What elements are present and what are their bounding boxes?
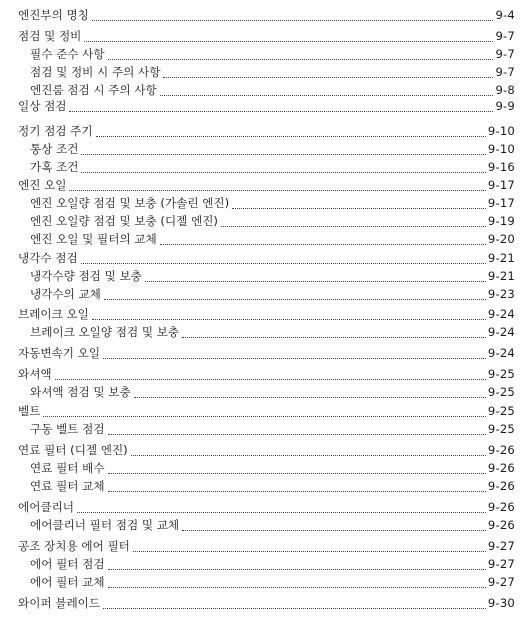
toc-section-entry[interactable] <box>0 594 524 612</box>
toc-page-number: 9-10 <box>487 124 515 138</box>
toc-entry-title: 냉각수량 점검 및 보충 <box>30 269 142 283</box>
dot-leader <box>160 244 486 245</box>
dot-leader <box>133 551 486 552</box>
toc-subsection-entry[interactable] <box>0 140 524 158</box>
toc-subsection-entry[interactable] <box>0 573 524 591</box>
toc-subsection-entry[interactable] <box>0 555 524 573</box>
toc-page-number: 9-21 <box>487 251 515 265</box>
toc-section-entry[interactable] <box>0 176 524 194</box>
toc-entry-title: 에어클리너 <box>18 500 74 514</box>
dot-leader <box>131 455 486 456</box>
toc-entry-title: 에어 필터 교체 <box>30 575 105 589</box>
toc-section <box>0 6 524 24</box>
dot-leader <box>163 77 493 78</box>
toc-entry-title: 엔진룸 점검 시 주의 사항 <box>30 83 157 97</box>
dot-leader <box>77 512 486 513</box>
dot-leader <box>81 172 485 173</box>
toc-subsection-entry[interactable] <box>0 383 524 401</box>
toc-page-number: 9-24 <box>487 346 515 360</box>
toc-page-number: 9-10 <box>487 142 515 156</box>
toc-section-entry[interactable] <box>0 122 524 140</box>
dot-leader <box>160 95 494 96</box>
toc-page-number: 9-26 <box>487 518 515 532</box>
toc-page-number: 9-19 <box>487 214 515 228</box>
dot-leader <box>108 473 486 474</box>
toc-entry-title: 연료 필터 (디젤 엔진) <box>18 443 128 457</box>
toc-page-number: 9-20 <box>487 232 515 246</box>
toc-page-number: 9-8 <box>495 83 515 97</box>
toc-section <box>0 402 524 438</box>
toc-page-number: 9-17 <box>487 178 515 192</box>
toc-entry-title: 브레이크 오일 <box>18 307 89 321</box>
toc-subsection-entry[interactable] <box>0 420 524 438</box>
dot-leader <box>92 319 486 320</box>
toc-entry-title: 엔진 오일량 점검 및 보충 (가솔린 엔진) <box>30 196 230 210</box>
toc-entry-title: 와이퍼 블레이드 <box>18 596 101 610</box>
toc-subsection-entry[interactable] <box>0 323 524 341</box>
toc-section <box>0 122 524 176</box>
toc-entry-title: 정기 점검 주기 <box>18 124 93 138</box>
toc-subsection-entry[interactable] <box>0 45 524 63</box>
dot-leader <box>108 434 486 435</box>
toc-subsection-entry[interactable] <box>0 158 524 176</box>
dot-leader <box>84 41 493 42</box>
toc-entry-title: 와셔액 점검 및 보충 <box>30 385 131 399</box>
toc-page-number: 9-17 <box>487 196 515 210</box>
toc-entry-title: 통상 조건 <box>30 142 79 156</box>
dot-leader <box>43 416 485 417</box>
toc-page-number: 9-24 <box>487 307 515 321</box>
toc-entry-title: 에어클리너 필터 점검 및 교체 <box>30 518 180 532</box>
toc-section-entry[interactable] <box>0 498 524 516</box>
toc-entry-title: 에어 필터 점검 <box>30 557 105 571</box>
toc-page-number: 9-27 <box>487 557 515 571</box>
toc-subsection-entry[interactable] <box>0 194 524 212</box>
toc-subsection-entry[interactable] <box>0 285 524 303</box>
toc-subsection-entry[interactable] <box>0 516 524 534</box>
toc-section <box>0 498 524 534</box>
dot-leader <box>108 569 486 570</box>
toc-subsection-entry[interactable] <box>0 459 524 477</box>
dot-leader <box>103 358 486 359</box>
toc-entry-title: 엔진 오일 및 필터의 교체 <box>30 232 157 246</box>
toc-page-number: 9-27 <box>487 539 515 553</box>
toc-section <box>0 441 524 495</box>
dot-leader <box>103 608 486 609</box>
toc-section <box>0 176 524 248</box>
toc-section <box>0 249 524 303</box>
toc-page-number: 9-26 <box>487 479 515 493</box>
toc-entry-title: 구동 벨트 점검 <box>30 422 105 436</box>
dot-leader <box>81 154 485 155</box>
toc-entry-title: 연료 필터 배수 <box>30 461 105 475</box>
dot-leader <box>81 263 486 264</box>
toc-subsection-entry[interactable] <box>0 212 524 230</box>
toc-section <box>0 97 524 115</box>
toc-entry-title: 벨트 <box>18 404 41 418</box>
dot-leader <box>232 208 486 209</box>
toc-section-entry[interactable] <box>0 537 524 555</box>
dot-leader <box>55 379 486 380</box>
toc-page-number: 9-16 <box>487 160 515 174</box>
toc-entry-title: 와셔액 <box>18 367 52 381</box>
toc-entry-title: 자동변속기 오일 <box>18 346 101 360</box>
dot-leader <box>69 190 485 191</box>
dot-leader <box>108 491 486 492</box>
toc-page-number: 9-26 <box>487 461 515 475</box>
toc-page-number: 9-21 <box>487 269 515 283</box>
toc-section <box>0 537 524 591</box>
dot-leader <box>221 226 486 227</box>
toc-page-number: 9-26 <box>487 500 515 514</box>
toc-entry-title: 연료 필터 교체 <box>30 479 105 493</box>
toc-entry-title: 필수 준수 사항 <box>30 47 105 61</box>
dot-leader <box>108 587 486 588</box>
toc-page-number: 9-4 <box>495 8 515 22</box>
toc-page-number: 9-9 <box>495 99 515 113</box>
toc-entry-title: 공조 장치용 에어 필터 <box>18 539 130 553</box>
toc-page-number: 9-30 <box>487 596 515 610</box>
toc-entry-title: 점검 및 정비 <box>18 29 82 43</box>
toc-subsection-entry[interactable] <box>0 230 524 248</box>
toc-page-number: 9-25 <box>487 367 515 381</box>
toc-page-number: 9-23 <box>487 287 515 301</box>
toc-page-number: 9-24 <box>487 325 515 339</box>
toc-entry-title: 엔진 오일량 점검 및 보충 (디젤 엔진) <box>30 214 218 228</box>
toc-section-entry[interactable] <box>0 305 524 323</box>
toc-section <box>0 27 524 99</box>
toc-page-number: 9-25 <box>487 404 515 418</box>
toc-section-entry[interactable] <box>0 365 524 383</box>
toc-section-entry[interactable] <box>0 402 524 420</box>
toc-section-entry[interactable] <box>0 6 524 24</box>
toc-page-number: 9-7 <box>495 29 515 43</box>
toc-subsection-entry[interactable] <box>0 477 524 495</box>
toc-entry-title: 냉각수 점검 <box>18 251 78 265</box>
toc-section <box>0 344 524 362</box>
toc-page-number: 9-27 <box>487 575 515 589</box>
toc-page-number: 9-7 <box>495 65 515 79</box>
toc-section-entry[interactable] <box>0 97 524 115</box>
toc-entry-title: 브레이크 오일양 점검 및 보충 <box>30 325 180 339</box>
toc-entry-title: 엔진 오일 <box>18 178 67 192</box>
toc-entry-title: 일상 점검 <box>18 99 67 113</box>
toc-subsection-entry[interactable] <box>0 63 524 81</box>
toc-entry-title: 엔진부의 명칭 <box>18 8 89 22</box>
dot-leader <box>182 530 486 531</box>
toc-section <box>0 594 524 612</box>
toc-section <box>0 365 524 401</box>
dot-leader <box>92 20 494 21</box>
toc-section-entry[interactable] <box>0 344 524 362</box>
toc-section-entry[interactable] <box>0 249 524 267</box>
dot-leader <box>69 111 493 112</box>
toc-page-number: 9-26 <box>487 443 515 457</box>
toc-page-number: 9-7 <box>495 47 515 61</box>
toc-entry-title: 가혹 조건 <box>30 160 79 174</box>
toc-section-entry[interactable] <box>0 441 524 459</box>
toc-page-number: 9-25 <box>487 385 515 399</box>
dot-leader <box>104 299 486 300</box>
dot-leader <box>182 337 486 338</box>
dot-leader <box>134 397 486 398</box>
toc-subsection-entry[interactable] <box>0 267 524 285</box>
dot-leader <box>96 136 486 137</box>
toc-entry-title: 냉각수의 교체 <box>30 287 101 301</box>
dot-leader <box>108 59 494 60</box>
toc-entry-title: 점검 및 정비 시 주의 사항 <box>30 65 161 79</box>
toc-section <box>0 305 524 341</box>
dot-leader <box>145 281 486 282</box>
toc-section-entry[interactable] <box>0 27 524 45</box>
toc-page-number: 9-25 <box>487 422 515 436</box>
